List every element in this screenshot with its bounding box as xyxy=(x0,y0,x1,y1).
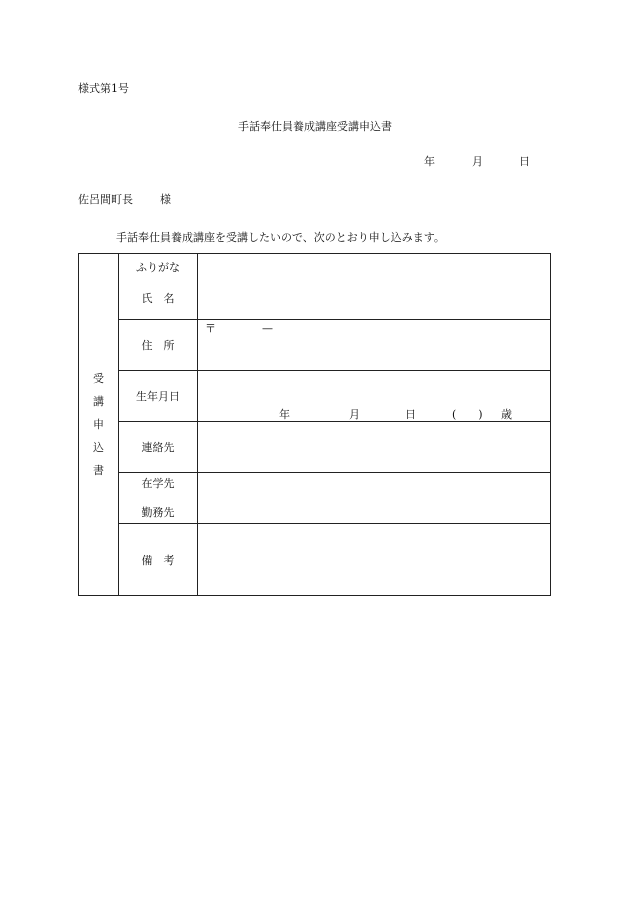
age-unit: 歳 xyxy=(501,408,512,421)
birth-month-label: 月 xyxy=(349,408,360,421)
application-form-table xyxy=(78,253,551,596)
remarks-label: 備 考 xyxy=(141,554,175,567)
side-label-char: 申 xyxy=(93,418,104,431)
name-field[interactable] xyxy=(201,258,549,316)
side-label-char: 書 xyxy=(93,464,104,477)
name-label: 氏 名 xyxy=(141,292,175,305)
date-year-label: 年 xyxy=(424,155,435,168)
honorific: 様 xyxy=(160,193,171,206)
birth-day-label: 日 xyxy=(405,408,416,421)
row-divider xyxy=(118,319,550,320)
school-work-field[interactable] xyxy=(201,476,549,520)
side-label-char: 講 xyxy=(93,395,104,408)
remarks-field[interactable] xyxy=(201,527,549,593)
form-number: 様式第1号 xyxy=(78,82,129,95)
label-column-divider xyxy=(197,254,198,595)
intro-text: 手話奉仕員養成講座を受講したいので、次のとおり申し込みます。 xyxy=(116,231,445,244)
postal-mark: 〒 xyxy=(205,322,216,335)
side-column-divider xyxy=(118,254,119,595)
date-month-label: 月 xyxy=(472,155,483,168)
age-parentheses: ( ) xyxy=(452,408,483,421)
birth-year-label: 年 xyxy=(279,408,290,421)
document-title: 手話奉仕員養成講座受講申込書 xyxy=(238,120,392,133)
furigana-label: ふりがな xyxy=(136,261,180,274)
contact-label: 連絡先 xyxy=(141,441,175,454)
workplace-label: 勤務先 xyxy=(141,506,175,519)
address-field[interactable] xyxy=(201,334,549,367)
row-divider xyxy=(118,472,550,473)
side-label-char: 受 xyxy=(93,372,104,385)
side-label-char: 込 xyxy=(93,441,104,454)
addressee: 佐呂間町長 xyxy=(78,193,133,206)
address-label: 住 所 xyxy=(141,339,175,352)
row-divider xyxy=(118,523,550,524)
contact-field[interactable] xyxy=(201,425,549,469)
date-day-label: 日 xyxy=(519,155,530,168)
school-label: 在学先 xyxy=(141,477,175,490)
row-divider xyxy=(118,421,550,422)
postal-dash: — xyxy=(262,322,273,335)
row-divider xyxy=(118,370,550,371)
birthdate-label: 生年月日 xyxy=(136,390,180,403)
